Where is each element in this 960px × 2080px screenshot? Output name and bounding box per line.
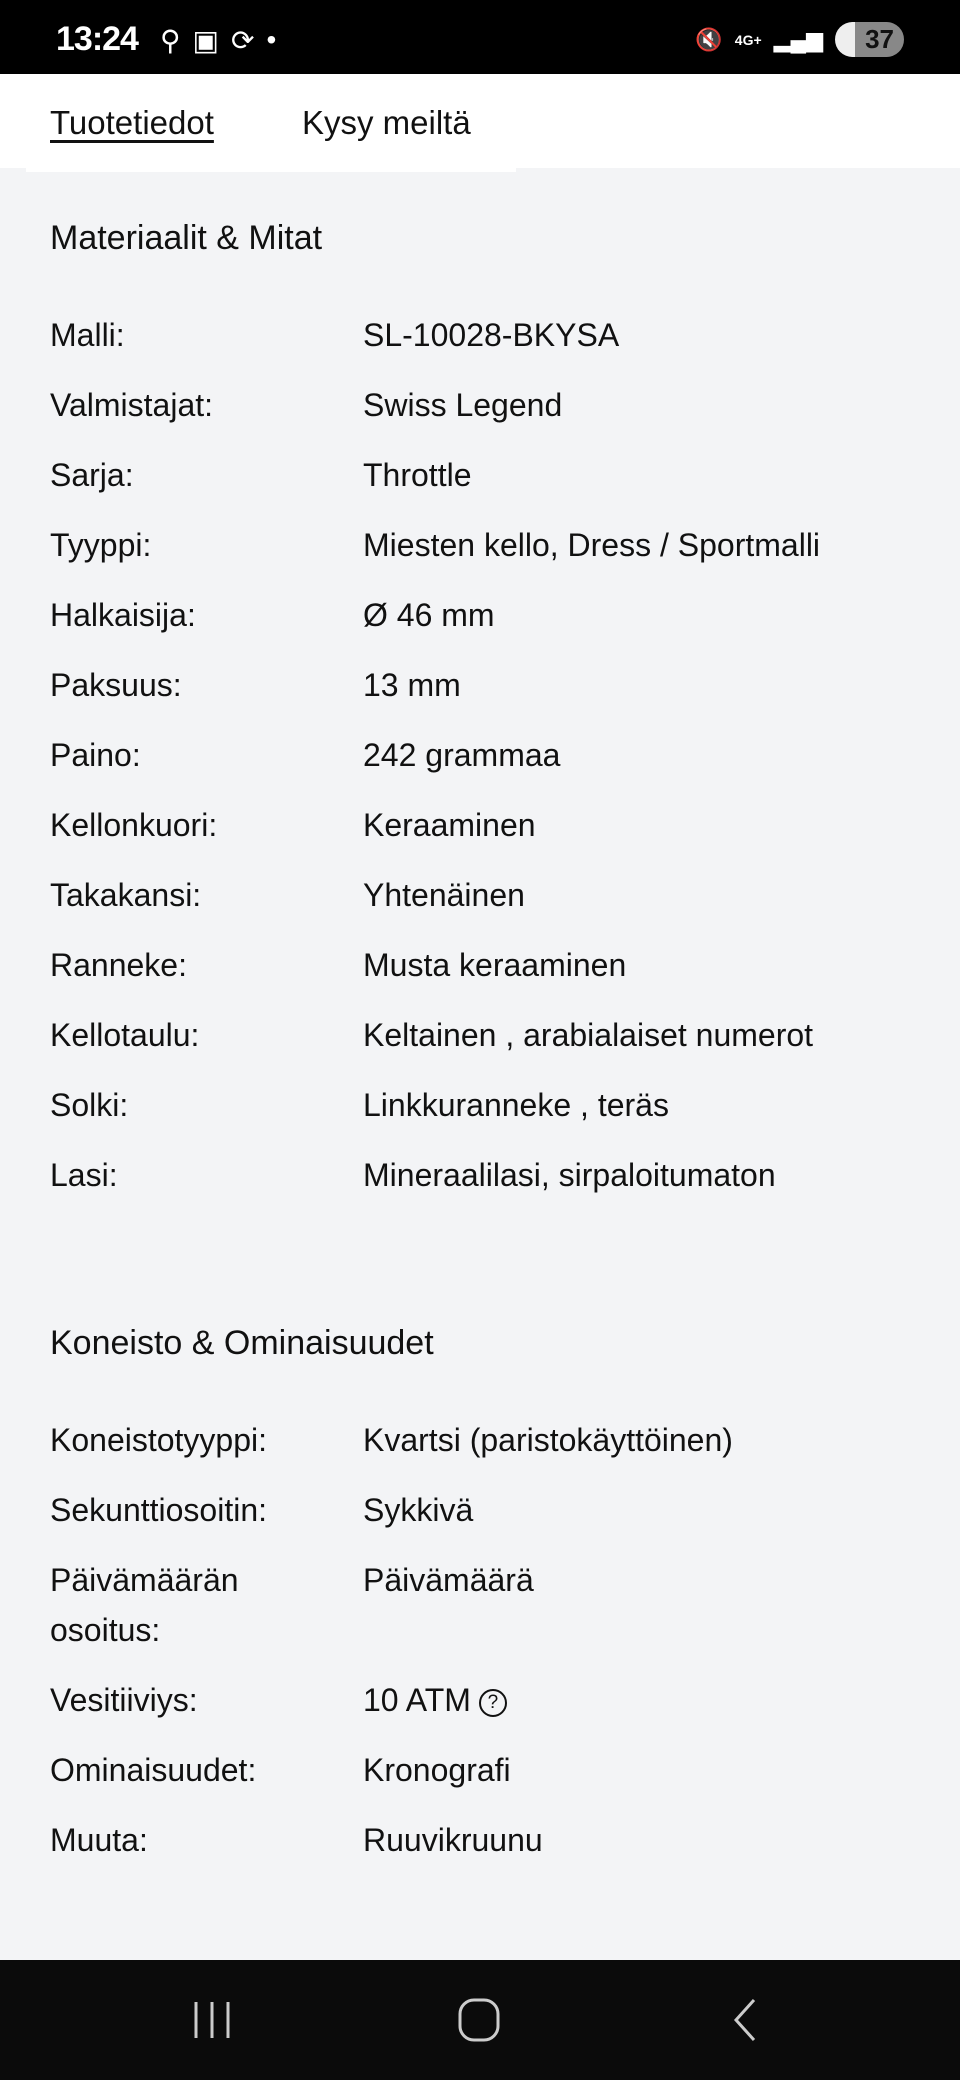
spec-row <box>50 1805 920 1875</box>
spec-label: Paino: <box>50 737 141 773</box>
spec-row <box>50 790 920 860</box>
section-title: Koneisto & Ominaisuudet <box>50 1324 434 1362</box>
spec-value: Throttle <box>363 457 472 493</box>
spec-row <box>50 370 920 440</box>
spec-row <box>50 1000 920 1070</box>
spec-label: Sekunttiosoitin: <box>50 1492 268 1528</box>
spec-row <box>50 300 920 370</box>
spec-label: Ranneke: <box>50 947 187 983</box>
spec-label: Paksuus: <box>50 667 182 703</box>
status-time: 13:24 <box>56 20 138 58</box>
spec-value: Linkkuranneke , teräs <box>363 1087 669 1123</box>
spec-value: Mineraalilasi, sirpaloitumaton <box>363 1157 776 1193</box>
spec-label: Päivämäärän osoitus: <box>50 1562 239 1648</box>
spec-label: Valmistajat: <box>50 387 214 423</box>
spec-value: 13 mm <box>363 667 461 703</box>
spec-value: Sykkivä <box>363 1492 474 1528</box>
spec-row <box>50 1545 920 1665</box>
spec-row <box>50 650 920 720</box>
spec-value: Kvartsi (paristokäyttöinen) <box>363 1422 733 1458</box>
materials-section <box>50 213 920 1210</box>
edge-browser-icon: ⟳ <box>230 25 255 56</box>
spec-label: Muuta: <box>50 1822 148 1858</box>
spec-label: Kellonkuori: <box>50 807 218 843</box>
spec-value: Päivämäärä <box>363 1562 534 1598</box>
spec-label: Sarja: <box>50 457 134 493</box>
spec-value: Keraaminen <box>363 807 536 843</box>
spec-label: Ominaisuudet: <box>50 1752 257 1788</box>
spec-label: Malli: <box>50 317 125 353</box>
screenshot-icon: ▣ <box>192 25 219 56</box>
spec-label: Takakansi: <box>50 877 202 913</box>
search-icon: ⚲ <box>160 25 181 56</box>
mute-icon: 🔇 <box>695 26 723 52</box>
spec-label: Kellotaulu: <box>50 1017 200 1053</box>
spec-label: Solki: <box>50 1087 129 1123</box>
tab-bar <box>0 74 960 168</box>
spec-row <box>50 930 920 1000</box>
notification-dot-icon: • <box>266 24 277 55</box>
spec-row <box>50 440 920 510</box>
spec-value: Ø 46 mm <box>363 597 495 633</box>
help-icon[interactable]: ? <box>479 1689 507 1717</box>
section-title: Materiaalit & Mitat <box>50 219 323 257</box>
spec-value: Keltainen , arabialaiset numerot <box>363 1017 814 1053</box>
movement-section <box>50 1318 920 1875</box>
home-icon[interactable] <box>456 1996 502 2044</box>
spec-row <box>50 1735 920 1805</box>
spec-label: Halkaisija: <box>50 597 196 633</box>
spec-label: Koneistotyyppi: <box>50 1422 268 1458</box>
spec-value: Yhtenäinen <box>363 877 525 913</box>
spec-row <box>50 1070 920 1140</box>
spec-label: Tyyppi: <box>50 527 152 563</box>
recent-apps-icon[interactable] <box>190 1996 234 2044</box>
spec-row <box>50 720 920 790</box>
battery-indicator: 37 <box>835 22 904 57</box>
signal-icon: ▂▄▆ <box>773 26 824 52</box>
spec-row <box>50 1405 920 1475</box>
back-icon[interactable] <box>730 1996 760 2044</box>
spec-row <box>50 1665 920 1735</box>
spec-row <box>50 1475 920 1545</box>
spec-row <box>50 860 920 930</box>
status-bar <box>0 0 960 74</box>
tab-ask-us[interactable]: Kysy meiltä <box>302 104 471 141</box>
spec-value: 10 ATM <box>363 1682 471 1718</box>
spec-value: Kronografi <box>363 1752 511 1788</box>
spec-row <box>50 510 920 580</box>
spec-value: 242 grammaa <box>363 737 561 773</box>
spec-value: Swiss Legend <box>363 387 563 423</box>
tab-underlay <box>26 160 516 172</box>
spec-row <box>50 580 920 650</box>
spec-value: SL-10028-BKYSA <box>363 317 620 353</box>
spec-label: Lasi: <box>50 1157 118 1193</box>
navigation-bar <box>0 1960 960 2080</box>
spec-row <box>50 1140 920 1210</box>
spec-value: Ruuvikruunu <box>363 1822 543 1858</box>
tab-product-info[interactable]: Tuotetiedot <box>50 104 214 141</box>
spec-value: Musta keraaminen <box>363 947 627 983</box>
network-label: 4G+ <box>734 31 762 48</box>
spec-label: Vesitiiviys: <box>50 1682 198 1718</box>
spec-value: Miesten kello, Dress / Sportmalli <box>363 527 821 563</box>
